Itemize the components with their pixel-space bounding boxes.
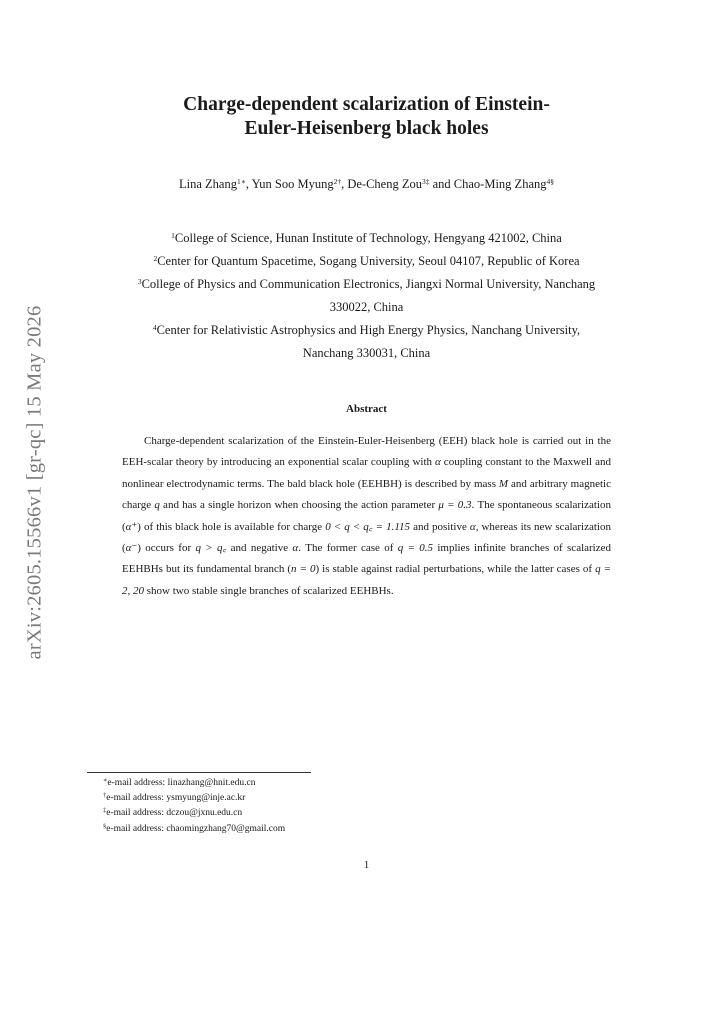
abstract-text: and arbitrary magnetic charge [122,477,611,512]
footnote-rule [87,772,311,773]
abstract-text: , whereas its new scalarization ( [122,520,611,555]
author-mark: 2† [333,177,342,186]
paper-title [100,93,633,141]
abstract-heading: Abstract [346,403,387,415]
math-symbol: α [469,520,476,533]
math-symbol: α⁺ [125,520,138,533]
affiliation-4 [80,319,653,365]
abstract-text: and negative [226,542,293,555]
footnote-mark: ∗ [103,777,108,784]
affiliation-2 [80,250,653,273]
footnote-text: e-mail address: ysmyung@inje.ac.kr [106,793,246,804]
abstract-text: implies infinite branches of scalarized EEHBHs but its fundamental branch ( [122,542,611,576]
author-mark: 3‡ [421,177,430,186]
abstract-text: show two stable single branches of scalarized EEHBHs. [144,584,394,597]
abstract-text: ) of this black hole is available for charge [137,520,326,533]
math-expression: 0 < q < q꜀ = 1.115 [325,520,411,533]
footnote-mark: ‡ [103,807,107,815]
math-expression: q = 0.5 [397,542,434,555]
footnote [103,806,503,821]
abstract-text: ) occurs for [137,542,196,555]
footnote-mark: § [103,822,107,830]
affiliation-text: Center for Quantum Spacetime, Sogang University, Seoul 04107, Republic of Korea [157,254,580,268]
affiliation-text: College of Physics and Communication Electronics, Jiangxi Normal University, Nanchang [141,277,596,291]
affiliation-mark: 1 [171,231,175,240]
author-mark: 4§ [546,177,554,186]
affiliation-mark: 2 [153,254,158,263]
footnote-text: e-mail address: chaomingzhang70@gmail.com [106,823,286,834]
author-name: Lina Zhang [179,177,237,191]
author-separator: , [341,177,348,191]
abstract-paragraph [122,431,611,602]
footnote-mark: † [103,792,107,800]
title-line-2: Euler-Heisenberg black holes [244,118,489,139]
affiliation-text-cont: 330022, China [329,300,404,314]
abstract-text: Charge-dependent scalarization of the Einstein-Euler-Heisenberg (EEH) black hole is carried out in the EEH-scalar theory by introducing an exponential scalar coupling with [122,435,611,469]
author-name: De-Cheng Zou [347,177,422,191]
footnote [103,822,503,837]
math-expression: q > q꜀ [195,542,227,555]
abstract-text: ) is stable against radial perturbations, while the latter cases of [315,563,596,576]
abstract-body [122,431,611,602]
math-expression: μ = 0.3 [438,499,472,512]
affiliation-text-cont: Nanchang 330031, China [302,346,431,360]
affiliation-text: Center for Relativistic Astrophysics and High Energy Physics, Nanchang University, [156,323,581,337]
math-symbol: α [435,456,441,469]
arxiv-identifier: arXiv:2605.15566v1 [gr-qc] 15 May 2026 [23,305,46,659]
footnote-text: e-mail address: linazhang@hnit.edu.cn [107,778,256,788]
affiliation-3 [60,273,673,319]
math-expression: q = 2, 20 [122,563,611,597]
author-separator: , [245,177,252,191]
author-list [60,177,673,192]
footnote [103,791,503,806]
arxiv-identifier-sidebar [18,297,52,667]
author-separator: and [429,177,454,191]
footnotes [103,776,503,837]
math-symbol: α [292,542,299,555]
footnote-text: e-mail address: dczou@jxnu.edu.cn [106,808,243,819]
abstract-text: and positive [410,520,470,533]
author-mark: 1∗ [236,177,246,186]
math-symbol: q [154,499,160,512]
math-expression: n = 0 [291,563,316,576]
affiliation-mark: 4 [152,323,157,332]
abstract-text: coupling constant to the Maxwell and nonlinear electrodynamic terms. The bald black hole (EEHBH) is described by mass [122,456,611,490]
math-symbol: M [498,477,509,490]
affiliation-1 [80,227,653,250]
abstract-text: . The former case of [298,542,398,555]
page-number: 1 [363,859,370,871]
author-name: Yun Soo Myung [251,177,334,191]
math-symbol: α⁻ [125,542,138,555]
footnote [103,776,503,791]
abstract-text: and has a single horizon when choosing the action parameter [159,499,439,512]
title-line-1: Charge-dependent scalarization of Einstein- [183,94,550,115]
abstract-text: . The spontaneous scalarization ( [122,499,611,533]
author-name: Chao-Ming Zhang [453,177,547,191]
affiliation-mark: 3 [137,277,142,286]
affiliation-text: College of Science, Hunan Institute of Technology, Hengyang 421002, China [174,231,562,245]
